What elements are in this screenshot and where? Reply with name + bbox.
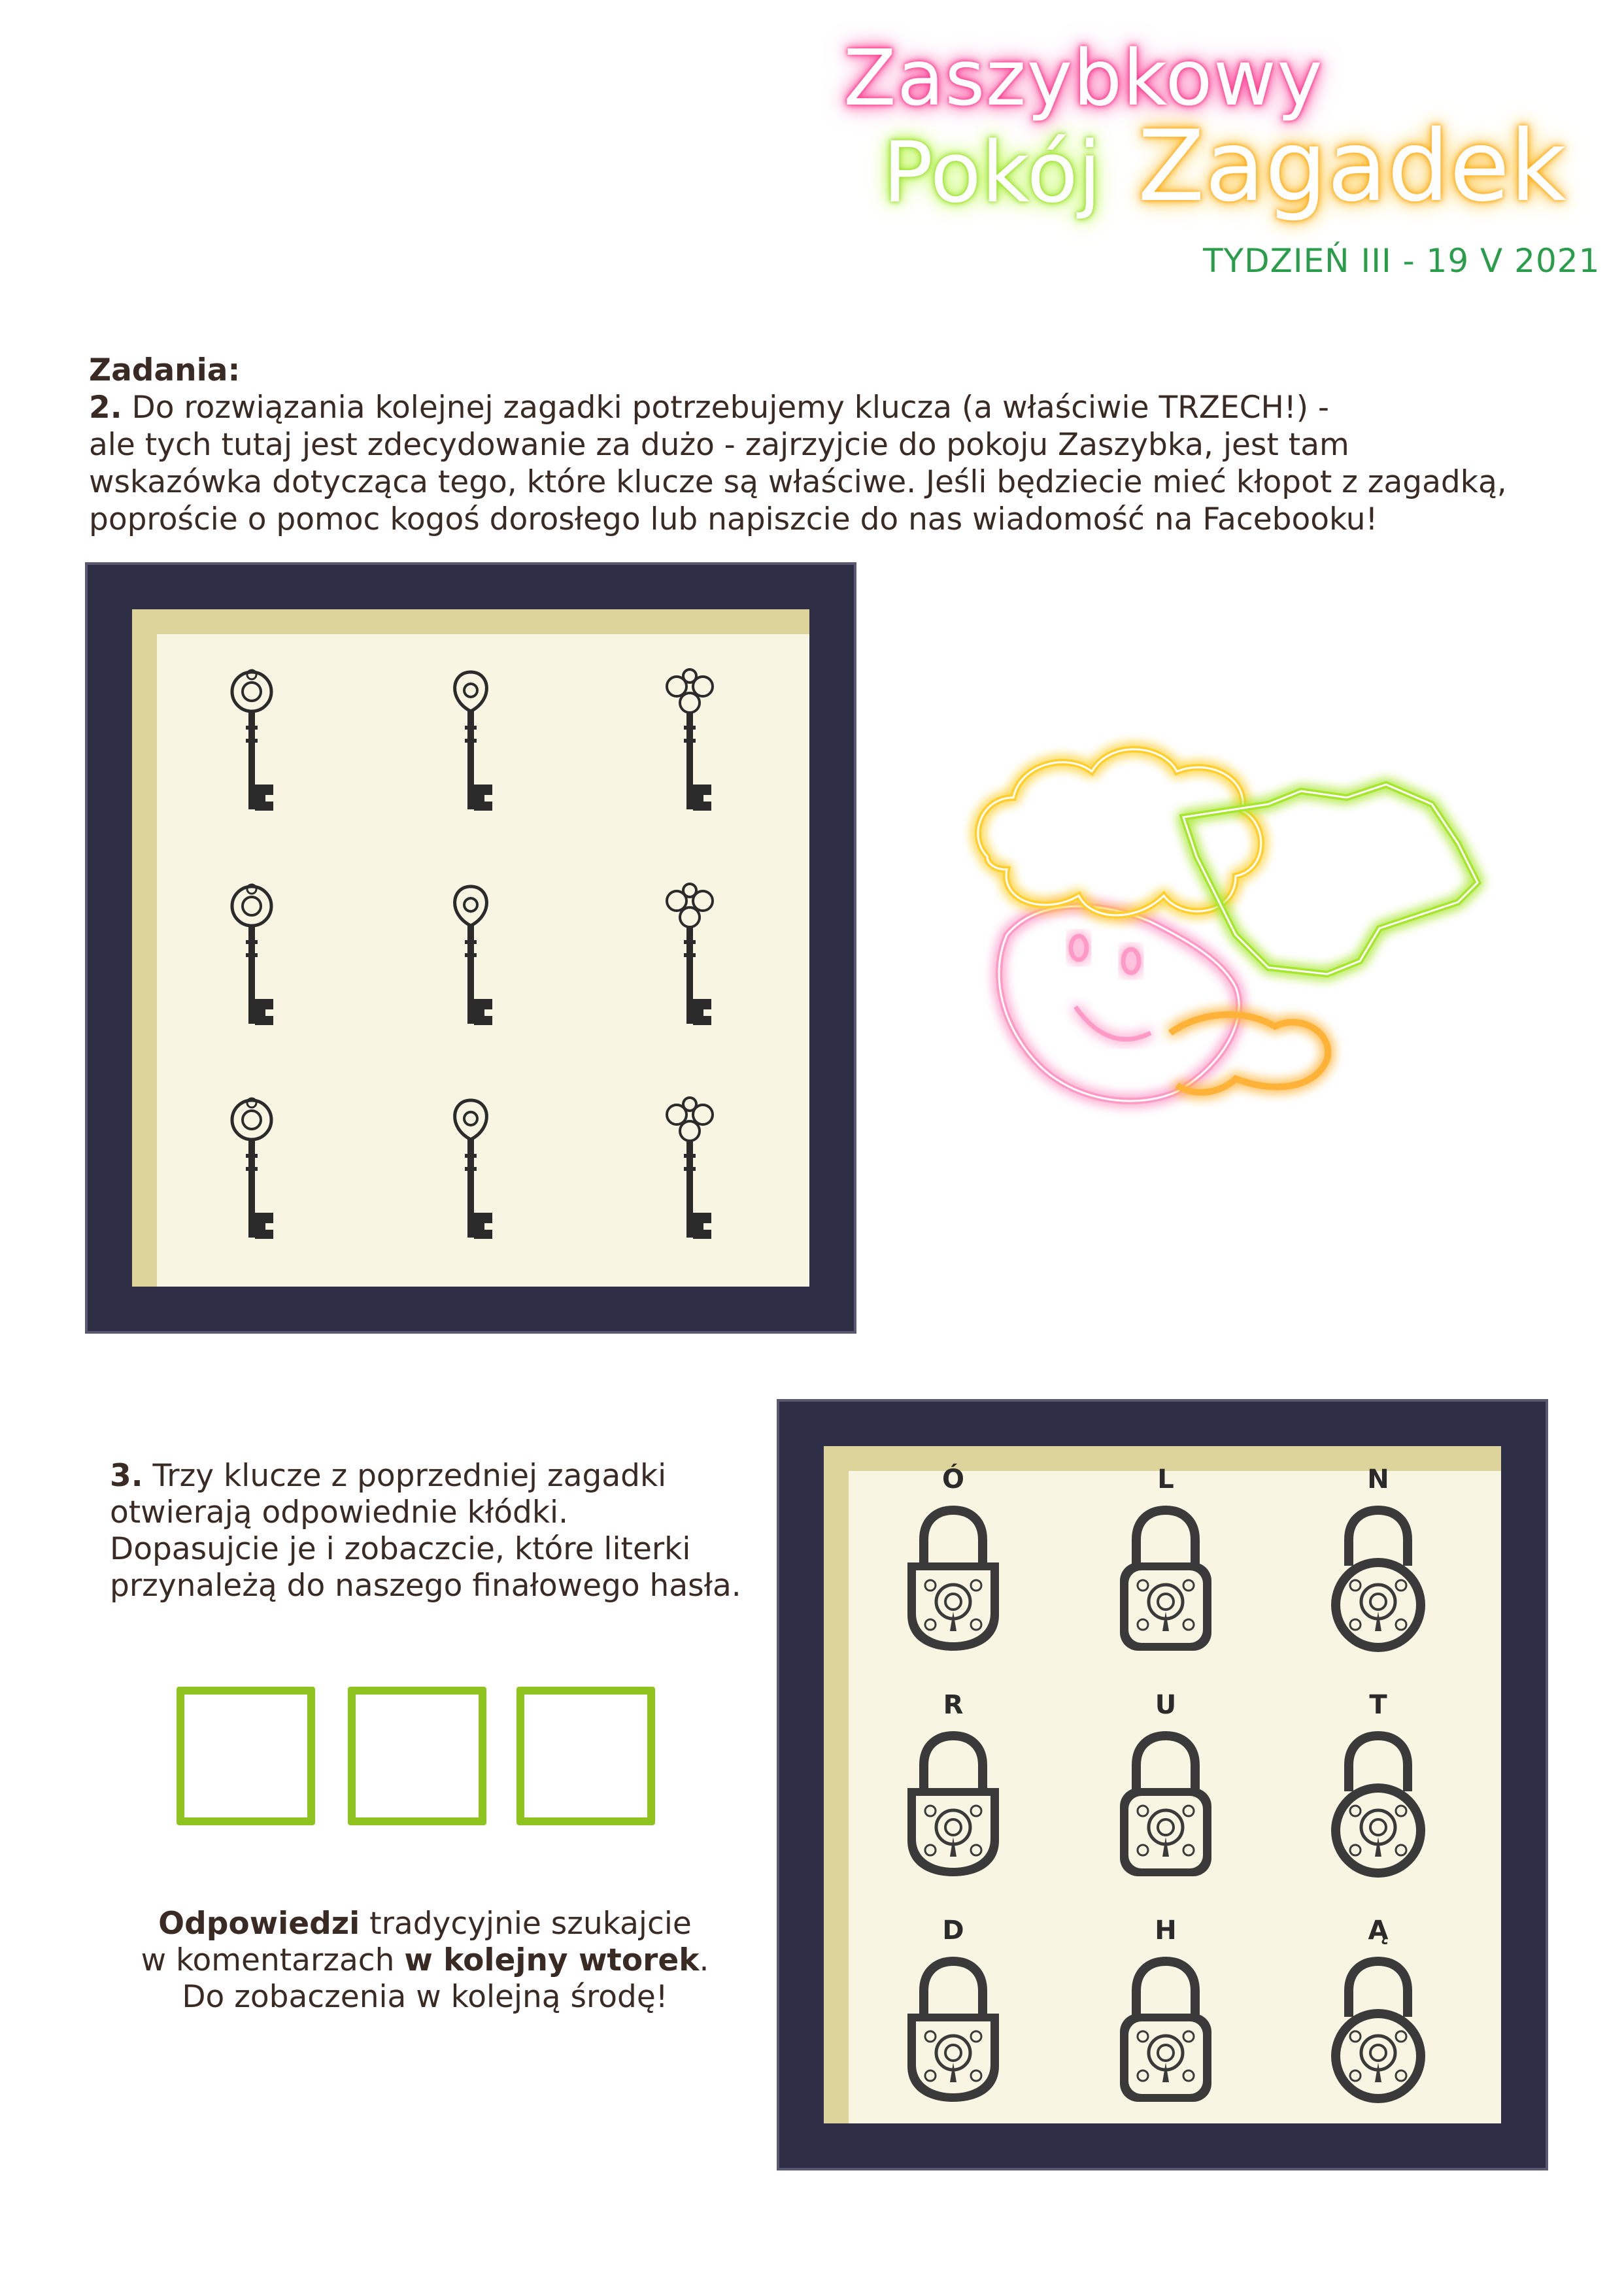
key-7 bbox=[216, 1095, 288, 1245]
lock-letter-2: L bbox=[1157, 1464, 1174, 1494]
footer-line2a: w komentarzach bbox=[141, 1942, 405, 1978]
lock-letter-3: N bbox=[1367, 1464, 1389, 1494]
key-2 bbox=[435, 667, 507, 817]
locks-frame bbox=[777, 1399, 1548, 2170]
key-6 bbox=[654, 881, 726, 1032]
key-1 bbox=[216, 667, 288, 817]
task2-line4: poproście o pomoc kogoś dorosłego lub napiszcie do nas wiadomość na Facebooku! bbox=[89, 501, 1378, 537]
lock-letter-4: R bbox=[943, 1690, 964, 1720]
key-9 bbox=[654, 1095, 726, 1245]
task2-line1: Do rozwiązania kolejnej zagadki potrzebujemy klucza (a właściwie TRZECH!) - bbox=[122, 390, 1329, 426]
task3-line1: Trzy klucze z poprzedniej zagadki bbox=[143, 1458, 667, 1494]
key-8 bbox=[435, 1095, 507, 1245]
answer-box-3[interactable] bbox=[516, 1687, 655, 1825]
padlock-6 bbox=[1323, 1729, 1434, 1880]
task3-line4: przynależą do naszego finałowego hasła. bbox=[110, 1568, 741, 1604]
lock-letter-1: Ó bbox=[941, 1464, 964, 1494]
logo-line1: Zaszybkowy bbox=[843, 33, 1323, 123]
footer-line2b: . bbox=[699, 1942, 709, 1978]
padlock-7 bbox=[898, 1955, 1009, 2105]
padlock-4 bbox=[898, 1729, 1009, 1880]
logo-line2-zagadek: Zagadek bbox=[1138, 110, 1567, 224]
answer-box-1[interactable] bbox=[177, 1687, 315, 1825]
footer-text bbox=[98, 1906, 752, 2016]
lock-letter-7: D bbox=[942, 1916, 964, 1946]
task2-line2: ale tych tutaj jest zdecydowanie za dużo - zajrzyjcie do pokoju Zaszybka, jest tam bbox=[89, 427, 1349, 463]
task3-line3: Dopasujcie je i zobaczcie, które literki bbox=[110, 1531, 691, 1567]
task3-text bbox=[110, 1458, 796, 1604]
key-4 bbox=[216, 881, 288, 1032]
footer-bold-answers: Odpowiedzi bbox=[158, 1906, 360, 1942]
lock-letter-9: Ą bbox=[1368, 1916, 1389, 1946]
key-3 bbox=[654, 667, 726, 817]
keys-frame bbox=[85, 562, 856, 1334]
padlock-5 bbox=[1110, 1729, 1221, 1880]
week-date: TYDZIEŃ III - 19 V 2021 bbox=[1203, 242, 1600, 280]
footer-line3: Do zobaczenia w kolejną środę! bbox=[182, 1979, 668, 2015]
zaszybek-neon-character bbox=[961, 726, 1497, 1131]
padlock-2 bbox=[1110, 1504, 1221, 1654]
task2-number: 2. bbox=[89, 390, 122, 426]
padlock-1 bbox=[898, 1504, 1009, 1654]
footer-bold-tuesday: w kolejny wtorek bbox=[404, 1942, 700, 1978]
task3-line2: otwierają odpowiednie kłódki. bbox=[110, 1494, 569, 1530]
task2-text bbox=[89, 352, 1580, 538]
padlock-9 bbox=[1323, 1955, 1434, 2105]
padlock-8 bbox=[1110, 1955, 1221, 2105]
task2-line3: wskazówka dotycząca tego, które klucze są właściwe. Jeśli będziecie mieć kłopot z zagadką, bbox=[89, 464, 1507, 500]
lock-letter-5: U bbox=[1155, 1690, 1177, 1720]
answer-box-2[interactable] bbox=[348, 1687, 486, 1825]
logo-line2-pokoj: Pokój bbox=[883, 124, 1102, 222]
tasks-heading: Zadania: bbox=[89, 352, 241, 388]
lock-letter-8: H bbox=[1155, 1916, 1177, 1946]
lock-letter-6: T bbox=[1369, 1690, 1387, 1720]
task3-number: 3. bbox=[110, 1458, 143, 1494]
padlock-3 bbox=[1323, 1504, 1434, 1654]
key-5 bbox=[435, 881, 507, 1032]
footer-line1: tradycyjnie szukajcie bbox=[360, 1906, 692, 1942]
